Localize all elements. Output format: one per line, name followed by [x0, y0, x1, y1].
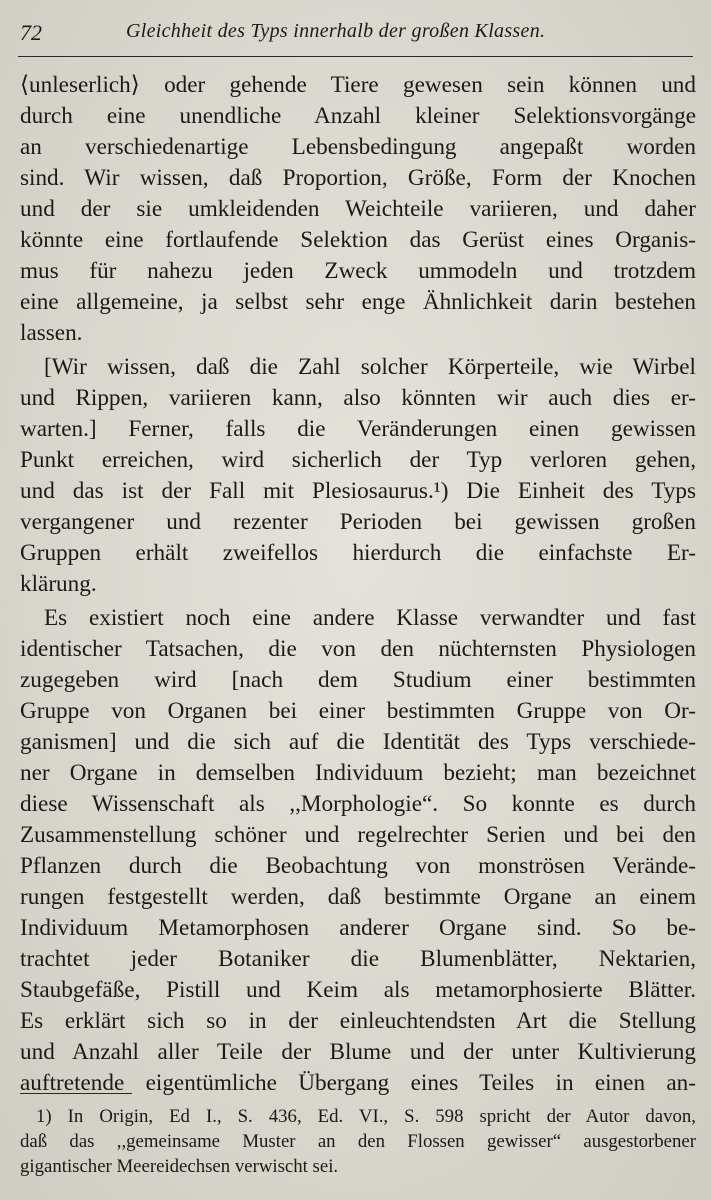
text-line: eine allgemeine, ja selbst sehr enge Ähnlichkeit darin bestehen	[20, 289, 696, 315]
text-line: durch eine unendliche Anzahl kleiner Selektionsvorgänge	[20, 103, 696, 129]
text-line: Pflanzen durch die Beobachtung von monströsen Verände-	[20, 853, 696, 879]
text-line: und Anzahl aller Teile der Blume und der unter Kultivierung	[20, 1039, 696, 1065]
text-line: könnte eine fortlaufende Selektion das Gerüst eines Organis-	[20, 227, 696, 253]
text-line: Es existiert noch eine andere Klasse verwandter und fast	[44, 605, 696, 631]
footnote-line: 1) In Origin, Ed I., S. 436, Ed. VI., S. 598 spricht der Autor davon,	[36, 1106, 696, 1127]
text-line: Es erklärt sich so in der einleuchtendsten Art die Stellung	[20, 1008, 696, 1034]
footnote-line: daß das ,,gemeinsame Muster an den Flossen gewisser“ ausgestorbener	[20, 1131, 696, 1152]
text-line: ner Organe in demselben Individuum bezieht; man bezeichnet	[20, 760, 696, 786]
footnote-divider	[20, 1093, 132, 1094]
text-line: [Wir wissen, daß die Zahl solcher Körperteile, wie Wirbel	[44, 354, 696, 380]
text-line: Gruppen erhält zweifellos hierdurch die einfachste Er-	[20, 540, 696, 566]
text-line: auftretende eigentümliche Übergang eines Teiles in einen an-	[20, 1070, 696, 1096]
text-line: Zusammenstellung schöner und regelrechter Serien und bei den	[20, 822, 696, 848]
text-line: und das ist der Fall mit Plesiosaurus.¹) Die Einheit des Typs	[20, 478, 696, 504]
text-line: Individuum Metamorphosen anderer Organe sind. So be-	[20, 915, 696, 941]
text-line: Gruppe von Organen bei einer bestimmten Gruppe von Or-	[20, 698, 696, 724]
text-line: rungen festgestellt werden, daß bestimmte Organe an einem	[20, 884, 696, 910]
text-line: und der sie umkleidenden Weichteile variieren, und daher	[20, 196, 696, 222]
text-line: mus für nahezu jeden Zweck ummodeln und trotzdem	[20, 258, 696, 284]
footnote-line: gigantischer Meereidechsen verwischt sei.	[20, 1156, 339, 1177]
text-line: diese Wissenschaft als ,,Morphologie“. So konnte es durch	[20, 791, 696, 817]
text-line: an verschiedenartige Lebensbedingung angepaßt worden	[20, 134, 696, 160]
text-line: und Rippen, variieren kann, also könnten wir auch dies er-	[20, 385, 696, 411]
text-line: Punkt erreichen, wird sicherlich der Typ verloren gehen,	[20, 447, 696, 473]
text-line: Staubgefäße, Pistill und Keim als metamorphosierte Blätter.	[20, 977, 696, 1003]
text-line: sind. Wir wissen, daß Proportion, Größe, Form der Knochen	[20, 165, 696, 191]
text-line: trachtet jeder Botaniker die Blumenblätter, Nektarien,	[20, 946, 696, 972]
text-line: klärung.	[20, 571, 97, 597]
text-line: warten.] Ferner, falls die Veränderungen einen gewissen	[20, 416, 696, 442]
running-title: Gleichheit des Typs innerhalb der großen Klassen.	[126, 20, 546, 42]
text-line: identischer Tatsachen, die von den nüchternsten Physiologen	[20, 636, 696, 662]
text-line: ganismen] und die sich auf die Identität des Typs verschiede-	[20, 729, 696, 755]
text-line: zugegeben wird [nach dem Studium einer bestimmten	[20, 667, 696, 693]
text-line: vergangener und rezenter Perioden bei gewissen großen	[20, 509, 696, 535]
text-line: ⟨unleserlich⟩ oder gehende Tiere gewesen sein können und	[20, 72, 696, 98]
text-line: lassen.	[20, 320, 83, 346]
page-number: 72	[20, 20, 42, 45]
page-header	[18, 16, 693, 57]
